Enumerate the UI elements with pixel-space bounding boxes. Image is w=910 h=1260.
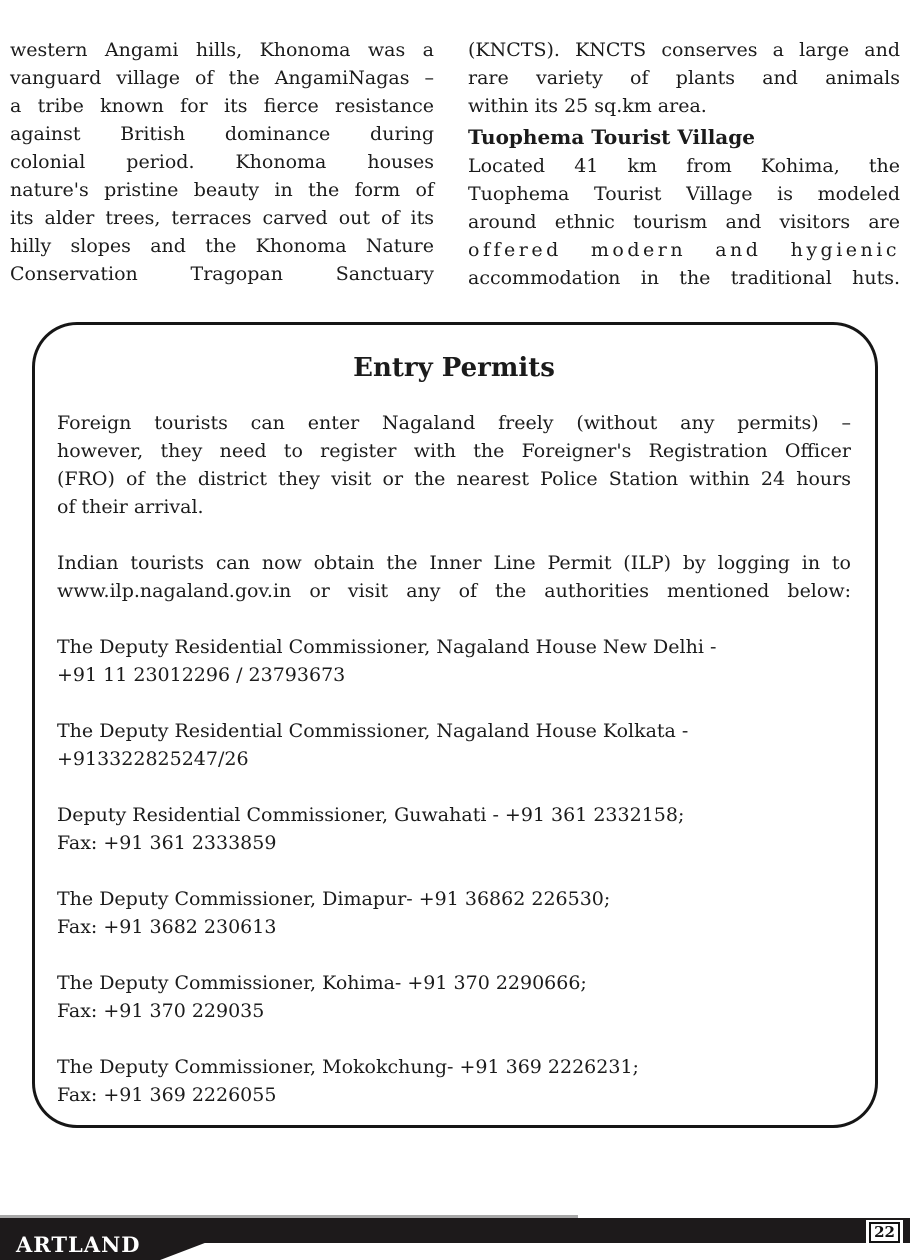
page-number: 22	[869, 1222, 900, 1243]
text-line: offered modern and hygienic	[468, 239, 900, 261]
text-line: Conservation Tragopan Sanctuary	[10, 263, 434, 285]
column-right	[468, 36, 900, 292]
text-line: its alder trees, terraces carved out of its	[10, 207, 434, 229]
text-line: around ethnic tourism and visitors are	[468, 211, 900, 233]
contact-entry-mokokchung	[57, 1053, 851, 1109]
text-line: www.ilp.nagaland.gov.in or visit any of the authorities mentioned below:	[57, 580, 851, 602]
text-line: a tribe known for its fierce resistance	[10, 95, 434, 117]
contact-fax-line: Fax: +91 369 2226055	[57, 1084, 277, 1106]
text-line: Foreign tourists can enter Nagaland freely (without any permits) –	[57, 412, 851, 434]
text-line: (FRO) of the district they visit or the nearest Police Station within 24 hours	[57, 468, 851, 490]
contact-entry-dimapur	[57, 885, 851, 941]
text-line: however, they need to register with the Foreigner's Registration Officer	[57, 440, 851, 462]
text-line: Tuophema Tourist Village is modeled	[468, 183, 900, 205]
contact-name-line: The Deputy Commissioner, Mokokchung- +91 369 2226231;	[57, 1056, 639, 1078]
contact-entry-kohima	[57, 969, 851, 1025]
text-line: Indian tourists can now obtain the Inner Line Permit (ILP) by logging in to	[57, 552, 851, 574]
contact-fax-line: Fax: +91 370 229035	[57, 1000, 265, 1022]
contact-entry-kolkata	[57, 717, 851, 773]
text-line: Located 41 km from Kohima, the	[468, 155, 900, 177]
text-line: against British dominance during	[10, 123, 434, 145]
section-heading-tuophema: Tuophema Tourist Village	[468, 125, 755, 149]
entry-permits-box	[32, 322, 878, 1128]
text-line: hilly slopes and the Khonoma Nature	[10, 235, 434, 257]
text-line: accommodation in the traditional huts.	[468, 267, 900, 289]
contact-entry-new-delhi	[57, 633, 851, 689]
text-line: within its 25 sq.km area.	[468, 95, 707, 117]
contact-entry-guwahati	[57, 801, 851, 857]
footer-brand-artland: ARTLAND	[16, 1232, 141, 1257]
page-number-badge	[866, 1220, 903, 1245]
text-line: colonial period. Khonoma houses	[10, 151, 434, 173]
paragraph-indian-tourists	[57, 549, 851, 605]
contact-name-line: The Deputy Commissioner, Kohima- +91 370 2290666;	[57, 972, 587, 994]
contact-name-line: The Deputy Commissioner, Dimapur- +91 36862 226530;	[57, 888, 611, 910]
contact-name-line: Deputy Residential Commissioner, Guwahati - +91 361 2332158;	[57, 804, 685, 826]
text-line: vanguard village of the AngamiNagas –	[10, 67, 434, 89]
text-line: nature's pristine beauty in the form of	[10, 179, 434, 201]
entry-permits-title: Entry Permits	[353, 353, 555, 383]
text-line: rare variety of plants and animals	[468, 67, 900, 89]
contact-phone-line: +91 11 23012296 / 23793673	[57, 664, 346, 686]
footer-accent-line	[0, 1215, 578, 1218]
contact-phone-line: +913322825247/26	[57, 748, 249, 770]
contact-name-line: The Deputy Residential Commissioner, Nagaland House New Delhi -	[57, 636, 717, 658]
contact-name-line: The Deputy Residential Commissioner, Nagaland House Kolkata -	[57, 720, 689, 742]
column-left	[10, 36, 434, 288]
text-line: (KNCTS). KNCTS conserves a large and	[468, 39, 900, 61]
contact-fax-line: Fax: +91 3682 230613	[57, 916, 277, 938]
text-line: western Angami hills, Khonoma was a	[10, 39, 434, 61]
contact-fax-line: Fax: +91 361 2333859	[57, 832, 277, 854]
paragraph-foreign-tourists	[57, 409, 851, 521]
text-line: of their arrival.	[57, 496, 204, 518]
